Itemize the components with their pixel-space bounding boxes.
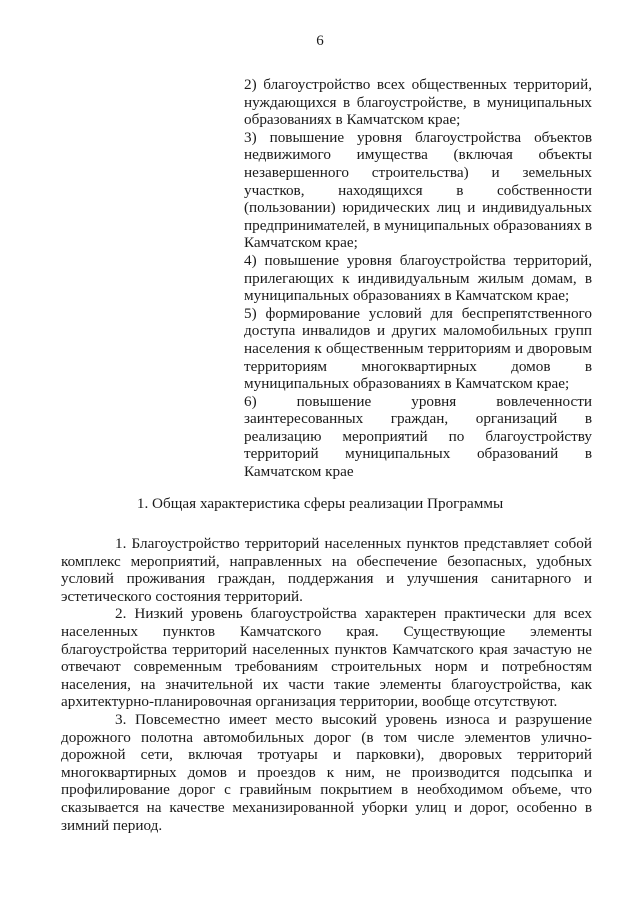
section-heading: 1. Общая характеристика сферы реализации Программы — [136, 495, 504, 512]
goal-item-5: 5) формирование условий для беспрепятственного доступа инвалидов и других маломобильных групп населения к общественным территориям и дворовым территориям многоквартирных домов в муниципальных образованиях в Камчатском крае; — [244, 304, 592, 393]
goal-item-4: 4) повышение уровня благоустройства территорий, прилегающих к индивидуальным жилым домам, в муниципальных образованиях в Камчатском крае; — [244, 251, 592, 305]
paragraph-3: 3. Повсеместно имеет место высокий уровень износа и разрушение дорожного полотна автомобильных дорог (в том числе элементов улично-дорожной сети, включая тротуары и парковки), дворовых территорий многоквартирных домов и проездов к ним, не производится подсыпка и профилирование дорог с гравийным покрытием в необходимом объеме, что сказывается на качестве механизированной уборки улиц и дорог, особенно в зимний период. — [61, 710, 592, 834]
paragraph-1: 1. Благоустройство территорий населенных пунктов представляет собой комплекс мероприятий, направленных на обеспечение безопасных, удобных условий проживания граждан, поддержания и улучшения санитарного и эстетического состояния территорий. — [61, 535, 592, 605]
goals-list — [244, 76, 592, 481]
goal-item-3: 3) повышение уровня благоустройства объектов недвижимого имущества (включая объекты незавершенного строительства) и земельных участков, находящихся в собственности (пользовании) юридических лиц и индивидуальных предпринимателей, в муниципальных образованиях в Камчатском крае; — [244, 128, 592, 252]
page-number: 6 — [316, 33, 324, 49]
section-body — [61, 535, 592, 834]
paragraph-2: 2. Низкий уровень благоустройства характерен практически для всех населенных пунктов Камчатского края. Существующие элементы благоустройства территорий населенных пунктов Камчатского края зачастую не отвечают современным требованиям строительных норм и потребностям населения, на значительной их части такие элементы благоустройства, как архитектурно-планировочная организация территории, вообще отсутствуют. — [61, 605, 592, 711]
goal-item-2: 2) благоустройство всех общественных территорий, нуждающихся в благоустройстве, в муниципальных образованиях в Камчатском крае; — [244, 76, 592, 129]
goal-item-6: 6) повышение уровня вовлеченности заинтересованных граждан, организаций в реализацию мероприятий по благоустройству территорий муниципальных образований в Камчатском крае — [244, 392, 592, 481]
